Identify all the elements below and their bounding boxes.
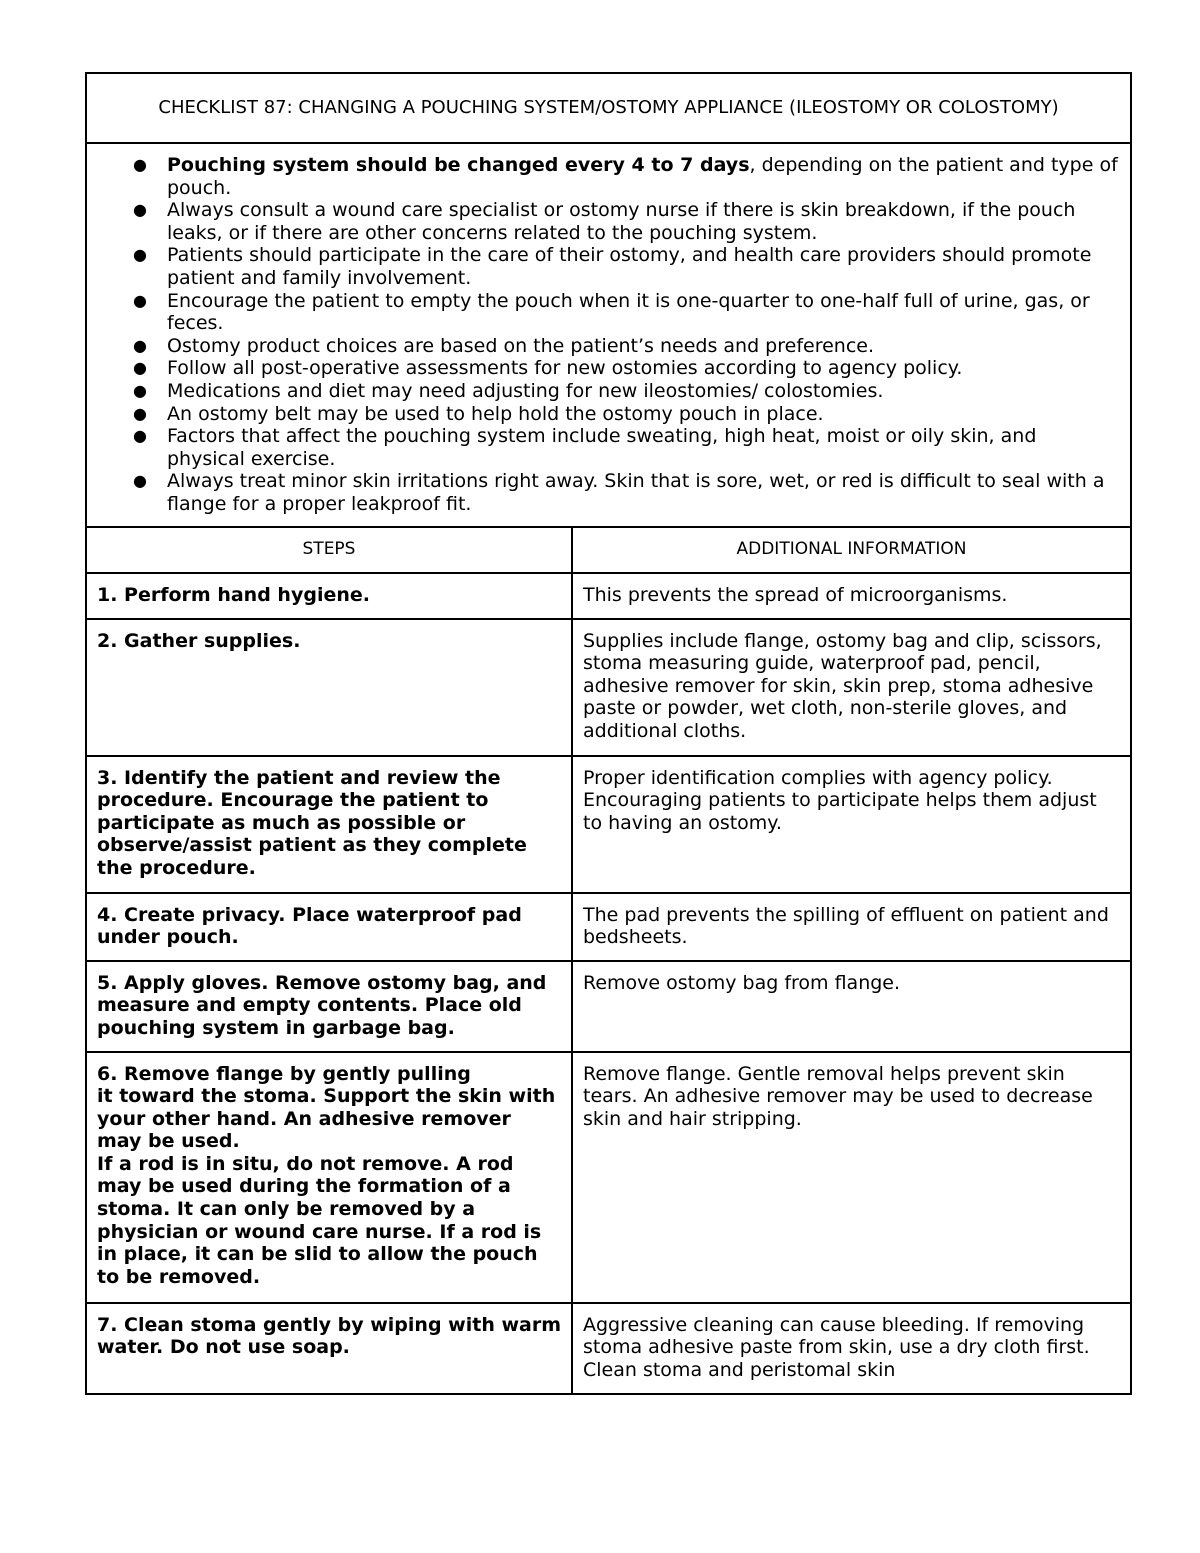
step-text [86, 1052, 572, 1303]
checklist-table [85, 72, 1132, 1395]
note-item: ● Patients should participate in the care of their ostomy, and health care providers should promote patient and family involvement. [133, 244, 1092, 289]
note-item: ● Factors that affect the pouching system include sweating, high heat, moist or oily skin, and physical exercise. [133, 425, 1037, 470]
bullet-icon: ● [133, 155, 147, 174]
step-text: 2. Gather supplies. [86, 619, 572, 756]
info-text: Remove ostomy bag from flange. [572, 961, 1131, 1052]
info-text: This prevents the spread of microorganisms. [572, 573, 1131, 619]
note-item: ● Always consult a wound care specialist or ostomy nurse if there is skin breakdown, if the pouch leaks, or if there are other concerns related to the pouching system. [133, 199, 1076, 244]
info-text: The pad prevents the spilling of effluent on patient and bedsheets. [572, 893, 1131, 961]
step-line: 6. Remove flange by gently pulling [97, 1062, 471, 1085]
info-text: Aggressive cleaning can cause bleeding. If removing stoma adhesive paste from skin, use a dry cloth first. Clean stoma and peristomal skin [572, 1303, 1131, 1394]
step-row [86, 1303, 1131, 1394]
info-text: Remove flange. Gentle removal helps prevent skin tears. An adhesive remover may be used to decrease skin and hair stripping. [572, 1052, 1131, 1303]
step-line: it toward the stoma. Support the skin with your other hand. An adhesive remover may be used. [97, 1085, 556, 1153]
bullet-icon: ● [133, 403, 147, 423]
step-row [86, 893, 1131, 961]
note-item: ● Pouching system should be changed every 4 to 7 days, depending on the patient and type of pouch. [133, 154, 1118, 199]
bullet-icon: ● [133, 380, 147, 400]
step-text: 3. Identify the patient and review the procedure. Encourage the patient to participate as much as possible or observe/assist patient as they complete the procedure. [86, 756, 572, 893]
step-row [86, 756, 1131, 893]
notes-list [97, 154, 1120, 516]
note-item: ● Ostomy product choices are based on the patient’s needs and preference. [133, 334, 875, 357]
step-text: 1. Perform hand hygiene. [86, 573, 572, 619]
bullet-icon: ● [133, 358, 147, 378]
note-item: ● Encourage the patient to empty the pouch when it is one-quarter to one-half full of urine, gas, or feces. [133, 289, 1090, 335]
info-text: Proper identification complies with agency policy. Encouraging patients to participate helps them adjust to having an ostomy. [572, 756, 1131, 893]
bullet-icon: ● [133, 426, 147, 446]
header-row [86, 527, 1131, 573]
step-row [86, 573, 1131, 619]
note-item: ● Always treat minor skin irritations right away. Skin that is sore, wet, or red is difficult to seal with a flange for a proper leakproof fit. [133, 470, 1105, 515]
step-text: 7. Clean stoma gently by wiping with warm water. Do not use soap. [86, 1303, 572, 1394]
step-row [86, 619, 1131, 756]
step-row [86, 961, 1131, 1052]
note-item: ● Follow all post-operative assessments for new ostomies according to agency policy. [133, 357, 963, 380]
step-line: If a rod is in situ, do not remove. A rod may be used during the formation of a stoma. It can only be removed by a physician or wound care nurse. If a rod is in place, it can be slid to allow the pouch to be removed. [97, 1152, 542, 1288]
info-text: Supplies include flange, ostomy bag and clip, scissors, stoma measuring guide, waterproof pad, pencil, adhesive remover for skin, skin prep, stoma adhesive paste or powder, wet cloth, non-sterile gloves, and additional cloths. [572, 619, 1131, 756]
info-header: ADDITIONAL INFORMATION [572, 527, 1131, 573]
bullet-icon: ● [133, 290, 147, 310]
title-row [86, 73, 1131, 143]
step-text: 5. Apply gloves. Remove ostomy bag, and measure and empty contents. Place old pouching system in garbage bag. [86, 961, 572, 1052]
note-item: ● Medications and diet may need adjusting for new ileostomies/ colostomies. [133, 379, 884, 402]
checklist-title: CHECKLIST 87: CHANGING A POUCHING SYSTEM/OSTOMY APPLIANCE (ILEOSTOMY OR COLOSTOMY) [86, 73, 1131, 143]
bullet-icon: ● [133, 471, 147, 491]
bullet-icon: ● [133, 335, 147, 355]
notes-row [86, 143, 1131, 527]
steps-header: STEPS [86, 527, 572, 573]
bullet-icon: ● [133, 200, 147, 220]
step-text: 4. Create privacy. Place waterproof pad under pouch. [86, 893, 572, 961]
note-item: ● An ostomy belt may be used to help hold the ostomy pouch in place. [133, 402, 824, 425]
step-row [86, 1052, 1131, 1303]
notes-cell [86, 143, 1131, 527]
bullet-icon: ● [133, 245, 147, 265]
